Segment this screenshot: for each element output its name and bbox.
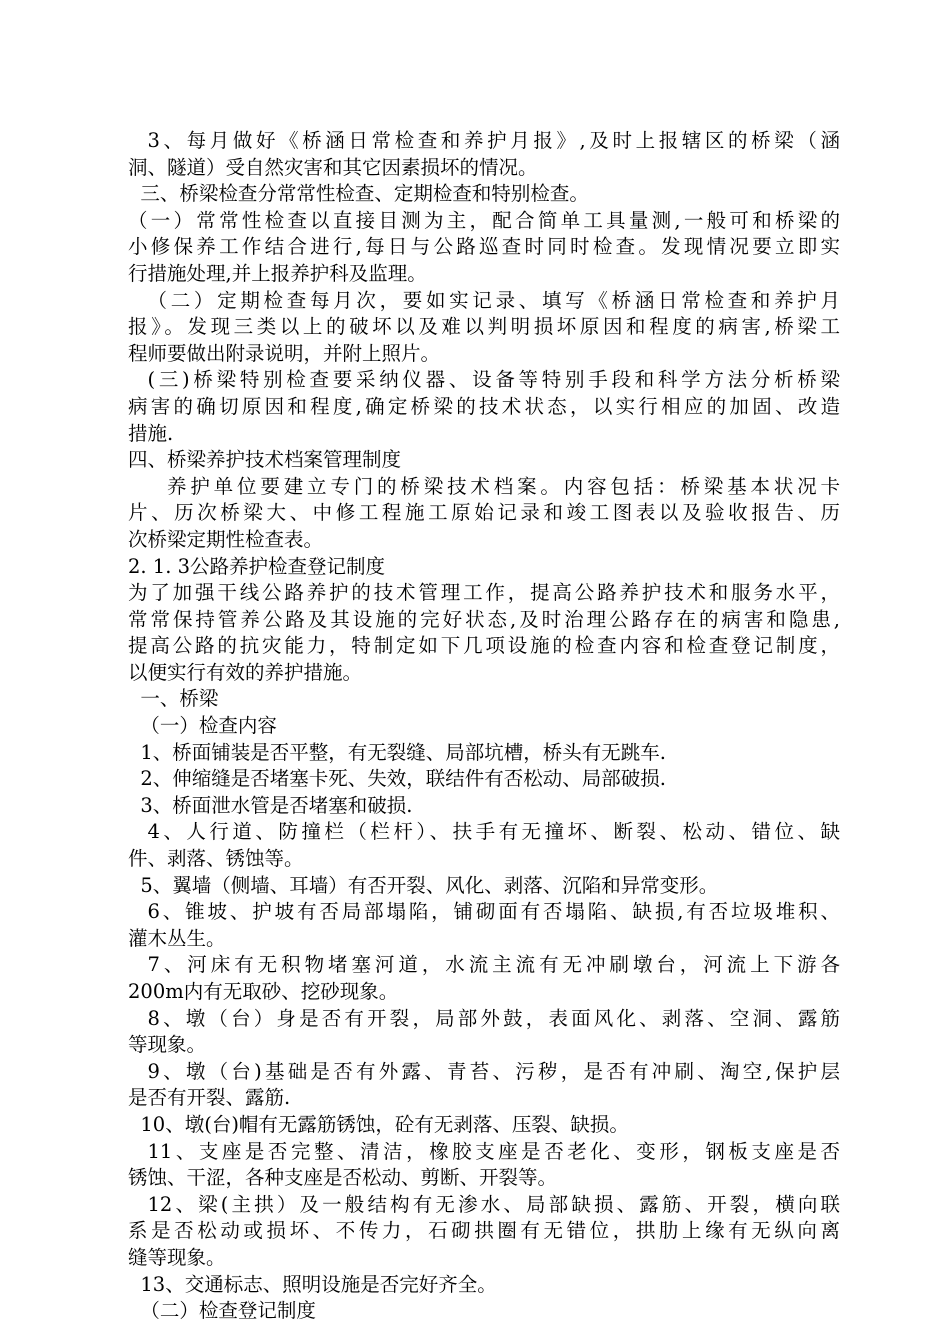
text-line: 报》。发现三类以上的破坏以及难以判明损坏原因和程度的病害,桥梁工 [128, 315, 840, 339]
text-line: 200m内有无取砂、挖砂现象。 [128, 980, 399, 1003]
text-line: 5、翼墙（侧墙、耳墙）有否开裂、风化、剥落、沉陷和异常变形。 [128, 873, 719, 897]
text-line: （一）检查内容 [128, 714, 277, 738]
text-line: 提高公路的抗灾能力，特制定如下几项设施的检查内容和检查登记制度， [128, 634, 840, 658]
text-line: （二）定期检查每月次，要如实记录、填写《桥涵日常检查和养护月 [147, 288, 840, 312]
document-body [128, 128, 840, 1325]
text-line: 洞、隧道）受自然灾害和其它因素损坏的情况。 [128, 155, 538, 179]
text-line: 以便实行有效的养护措施。 [128, 660, 363, 684]
text-line: 4、人行道、防撞栏（栏杆）、扶手有无撞坏、断裂、松动、错位、缺 [147, 820, 840, 844]
text-line: (三)桥梁特别检查要采纳仪器、设备等特别手段和科学方法分析桥梁 [147, 368, 840, 392]
text-line: 措施. [128, 421, 174, 445]
text-line: 2、伸缩缝是否堵塞卡死、失效，联结件有否松动、局部破损. [128, 767, 667, 791]
text-line: 养护单位要建立专门的桥梁技术档案。内容包括：桥梁基本状况卡 [167, 474, 840, 498]
text-line: 灌木丛生。 [128, 926, 226, 950]
text-line: 12、梁(主拱）及一般结构有无渗水、局部缺损、露筋、开裂，横向联 [147, 1192, 840, 1216]
text-line: 8、墩（台）身是否有开裂，局部外鼓，表面风化、剥落、空洞、露筋 [147, 1006, 840, 1030]
text-line: 3、每月做好《桥涵日常检查和养护月报》,及时上报辖区的桥梁（涵 [147, 129, 840, 152]
text-line: （一）常常性检查以直接目测为主，配合简单工具量测,一般可和桥梁的 [128, 208, 840, 232]
text-line: 等现象。 [128, 1033, 207, 1057]
text-line: （二）检查登记制度 [128, 1299, 316, 1323]
text-line: 7、河床有无积物堵塞河道，水流主流有无冲刷墩台，河流上下游各 [147, 953, 840, 977]
text-line: 程师要做出附录说明，并附上照片。 [128, 341, 441, 365]
text-line: 常常保持管养公路及其设施的完好状态,及时治理公路存在的病害和隐患, [128, 607, 840, 631]
text-line: 是否有开裂、露筋. [128, 1086, 291, 1110]
text-line: 件、剥落、锈蚀等。 [128, 847, 304, 871]
text-line: 病害的确切原因和程度,确定桥梁的技术状态，以实行相应的加固、改造 [128, 394, 840, 418]
text-line: 片、历次桥梁大、中修工程施工原始记录和竣工图表以及验收报告、历 [128, 501, 840, 525]
text-line: 三、桥梁检查分常常性检查、定期检查和特别检查。 [128, 182, 589, 206]
text-line: 为了加强干线公路养护的技术管理工作，提高公路养护技术和服务水平， [128, 581, 840, 605]
text-line: 缝等现象。 [128, 1245, 226, 1269]
text-line: 9、墩（台)基础是否有外露、青苔、污秽，是否有冲刷、淘空,保护层 [147, 1059, 840, 1083]
text-line: 行措施处理,并上报养护科及监理。 [128, 261, 427, 285]
text-line: 系是否松动或损坏、不传力，石砌拱圈有无错位，拱肋上缘有无纵向离 [128, 1219, 840, 1243]
text-line: 2. 1. 3公路养护检查登记制度 [128, 554, 386, 578]
text-line: 一、桥梁 [128, 687, 219, 711]
text-line: 小修保养工作结合进行,每日与公路巡查时同时检查。发现情况要立即实 [128, 235, 840, 259]
text-line: 3、桥面泄水管是否堵塞和破损. [128, 793, 413, 817]
text-line: 次桥梁定期性检查表。 [128, 527, 324, 551]
text-line: 6、锥坡、护坡有否局部塌陷，铺砌面有否塌陷、缺损,有否垃圾堆积、 [147, 900, 840, 924]
text-line: 1、桥面铺装是否平整，有无裂缝、局部坑槽，桥头有无跳车. [128, 740, 667, 764]
text-line: 锈蚀、干涩，各种支座是否松动、剪断、开裂等。 [128, 1166, 558, 1190]
text-line: 10、墩(台)帽有无露筋锈蚀，砼有无剥落、压裂、缺损。 [128, 1112, 629, 1136]
text-line: 13、交通标志、照明设施是否完好齐全。 [128, 1272, 497, 1296]
text-line: 11、支座是否完整、清洁，橡胶支座是否老化、变形，钢板支座是否 [147, 1139, 840, 1163]
text-line: 四、桥梁养护技术档案管理制度 [128, 448, 402, 472]
